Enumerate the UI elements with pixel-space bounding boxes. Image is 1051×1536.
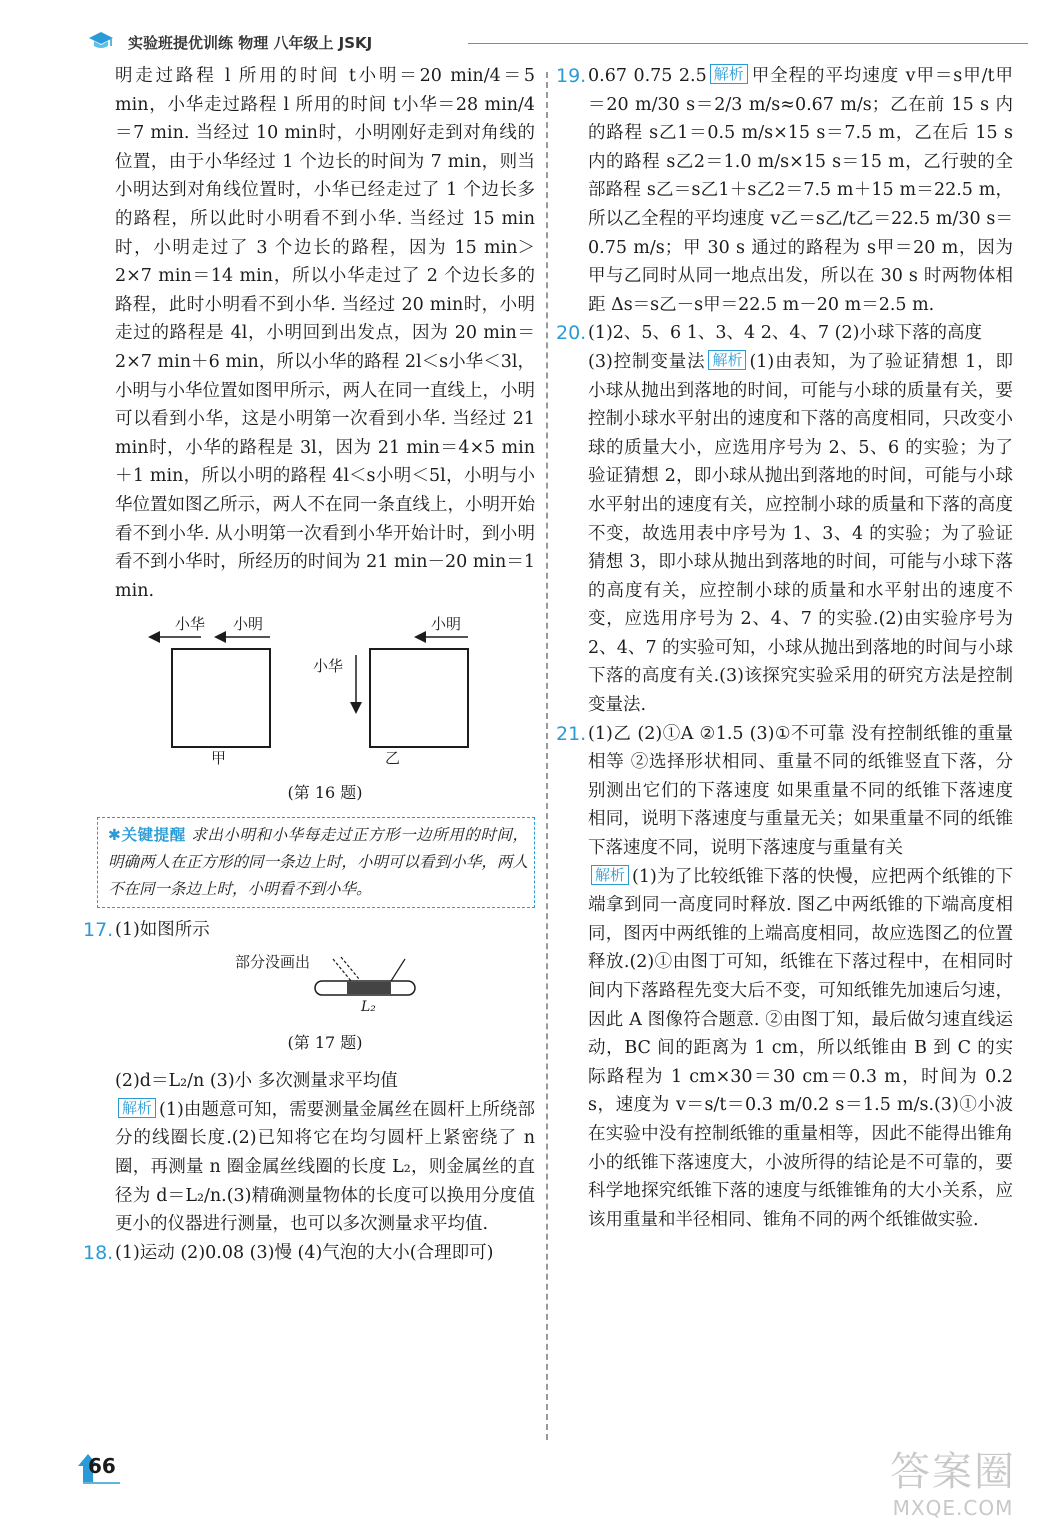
figure-17-caption: (第 17 题) (287, 1032, 363, 1052)
q18-answer: (1)运动 (2)0.08 (3)慢 (4)气泡的大小(合理即可) (115, 1242, 494, 1263)
q17-answer-1: (1)如图所示 (115, 920, 210, 941)
q21-analysis-tag: 解析 (591, 865, 629, 885)
question-19 (556, 62, 1013, 319)
q20-analysis-tag: 解析 (708, 350, 746, 370)
page-number: 66 (88, 1454, 116, 1478)
page-header (88, 28, 1028, 56)
figure-17-sublabel: L₂ (361, 999, 376, 1016)
dash-line-1 (333, 959, 351, 981)
key-tip-text: 求出小明和小华每走过正方形一边所用的时间，明确两人在正方形的同一条边上时，小明可以看到小华，两人不在同一条边上时，小明看不到小华。 (108, 826, 528, 899)
key-tip-box (97, 817, 535, 908)
question-17 (83, 916, 535, 1238)
q17-analysis-tag: 解析 (118, 1098, 156, 1118)
question-18 (83, 1239, 535, 1268)
figure-17-diagram (115, 945, 535, 1015)
watermark-title: 答案圈 (890, 1449, 1016, 1495)
q17-number: 17. (83, 919, 114, 942)
page-number-badge (76, 1452, 122, 1484)
q19-analysis: 甲全程的平均速度 v甲＝s甲/t甲＝20 m/30 s＝2/3 m/s≈0.67 m/s；乙在前 15 s 内的路程 s乙1＝0.5 m/s×15 s＝7.5 m，乙在后 15 s 内的路程 s乙2＝1.0 m/s×15 s＝15 m，乙行驶的全部路程 s乙＝s乙1＋s乙2＝7.5 m＋15 m＝22.5 m，所以乙全程的平均速度 v乙＝s乙/t乙＝22.5 m/30 s＝0.75 m/s；甲 30 s 通过的路程为 s甲＝20 m，因为甲与乙同时从同一地点出发，所以在 30 s 时两物体相距 Δs＝s乙－s甲＝22.5 m－20 m＝2.5 m. (588, 66, 1013, 315)
q19-analysis-tag: 解析 (710, 64, 748, 84)
q21-analysis: (1)为了比较纸锥下落的快慢，应把两个纸锥的下端拿到同一高度同时释放. 图乙中两纸锥的下端高度相同，图丙中两纸锥的上端高度相同，故应选图乙的位置释放.(2)①由图丁可知，纸锥在下落过程中，在相同时间内下落路程先变大后不变，可知纸锥先加速后匀速，因此 A 图像符合题意. ②由图丁知，最后做匀速直线运动，BC 间的距离为 1 cm，所以纸锥由 B 到 C 的实际路程为 1 cm×30＝30 cm＝0.3 m，时间为 0.2 s，速度为 v＝s/t＝0.3 m/0.2 s＝1.5 m/s.(3)①小波在实验中没有控制纸锥的重量相等，因此不能得出锥角小的纸锥下落速度大，小波所得的结论是不可靠的，要科学地探究纸锥下落的速度与纸锥锥角的大小关系，应该用重量和半径相同、锥角不同的两个纸锥做实验. (588, 866, 1013, 1230)
q17-answer-2: (2)d＝L₂/n (3)小 多次测量求平均值 (115, 1071, 398, 1092)
wire-end (391, 959, 405, 981)
dash-line-2 (341, 957, 359, 979)
q20-answer-1: (1)2、5、6 1、3、4 2、4、7 (2)小球下落的高度 (588, 323, 982, 344)
square-yi (370, 649, 468, 747)
q20-number: 20. (556, 322, 587, 345)
q18-number: 18. (83, 1241, 114, 1264)
q19-number: 19. (556, 65, 587, 87)
label-yi: 乙 (385, 749, 401, 766)
book-title: 实验班提优训练 物理 八年级上 JSKJ (128, 34, 373, 52)
question-20 (556, 319, 1013, 719)
label-xiaohua-yi: 小华 (313, 657, 344, 676)
graduation-cap-icon (88, 30, 114, 52)
coil (347, 982, 391, 994)
watermark (868, 1448, 1038, 1528)
label-xiaohua-jia: 小华 (175, 615, 206, 634)
q21-answer: (1)乙 (2)①A ②1.5 (3)①不可靠 没有控制纸锥的重量相等 ②选择形状相同、重量不同的纸锥竖直下落，分别测出它们的下落速度 如果重量不同的纸锥下落速度相同，说明下落速度与重量无关；如果重量不同的纸锥下落速度不同，说明下落速度与重量有关 (588, 723, 1013, 859)
q20-analysis: (1)由表知，为了验证猜想 1，即小球从抛出到落地的时间，可能与小球的质量有关，要控制小球水平射出的速度和下落的高度相同，只改变小球的质量大小，应选用序号为 2、5、6 的实验；为了验证猜想 2，即小球从抛出到落地的时间，可能与小球水平射出的速度有关，应控制小球的质量和下落的高度不变，故选用表中序号为 1、3、4 的实验；为了验证猜想 3，即小球从抛出到落地的时间，可能与小球下落的高度有关，应控制小球的质量和水平射出的速度不变，应选用序号为 2、4、7 的实验.(2)由实验序号为 2、4、7 的实验可知，小球从抛出到落地的时间与小球下落的高度有关.(3)该探究实验采用的研究方法是控制变量法. (588, 351, 1013, 716)
question-21 (556, 720, 1013, 1235)
figure-16-diagram (115, 615, 535, 765)
q17-analysis: (1)由题意可知，需要测量金属丝在圆杆上所绕部分的线圈长度.(2)已知将它在均匀圆杆上紧密绕了 n 圈，再测量 n 圈金属丝线圈的长度 L₂，则金属丝的直径为 d＝L₂/n.(3)精确测量物体的长度可以换用分度值更小的仪器进行测量，也可以多次测量求平均值. (115, 1099, 535, 1235)
q21-number: 21. (556, 722, 587, 745)
q20-answer-2: (3)控制变量法 (588, 351, 706, 372)
column-divider (546, 72, 548, 1440)
q19-answer: 0.67 0.75 2.5 (588, 66, 707, 86)
label-jia: 甲 (211, 749, 227, 766)
key-tip-heading: ✱ 关键提醒 (108, 826, 186, 844)
figure-16-caption: (第 16 题) (287, 782, 363, 802)
right-column (556, 62, 1013, 1234)
q16-solution-text: 明走过路程 l 所用的时间 t小明＝20 min/4＝5 min，小华走过路程 l 所用的时间 t小华＝28 min/4＝7 min. 当经过 10 min时，小明刚好走到对角线的位置，由于小华经过 1 个边长的时间为 7 min，则当小明达到对角线位置时，小华已经走过了 1 个边长多的路程，所以此时小明看不到小华. 当经过 15 min时，小明走过了 3 个边长的路程，因为 15 min＞2×7 min＝14 min，所以小华走过了 2 个边长多的路程，此时小明看不到小华. 当经过 20 min时，小明走过的路程是 4l，小明回到出发点，因为 20 min＝2×7 min＋6 min，所以小华的路程 2l＜s小华＜3l，小明与小华位置如图甲所示，两人在同一直线上，小明可以看到小华，这是小明第一次看到小华. 当经过 21 min时，小华的路程是 3l，因为 21 min＝4×5 min＋1 min，所以小明的路程 4l＜s小明＜5l，小明与小华位置如图乙所示，两人不在同一条直线上，小明开始看不到小华. 从小明第一次看到小华开始计时，到小明看不到小华时，所经历的时间为 21 min－20 min＝1 min. (115, 66, 535, 601)
watermark-url: MXQE.COM (892, 1496, 1014, 1520)
header-rule (468, 43, 1028, 44)
figure-16 (115, 615, 535, 775)
square-jia (172, 649, 270, 747)
label-xiaoming-yi: 小明 (431, 615, 462, 634)
left-column (83, 62, 535, 1267)
figure-17-label: 部分没画出 (235, 953, 311, 972)
label-xiaoming-jia: 小明 (233, 615, 264, 634)
